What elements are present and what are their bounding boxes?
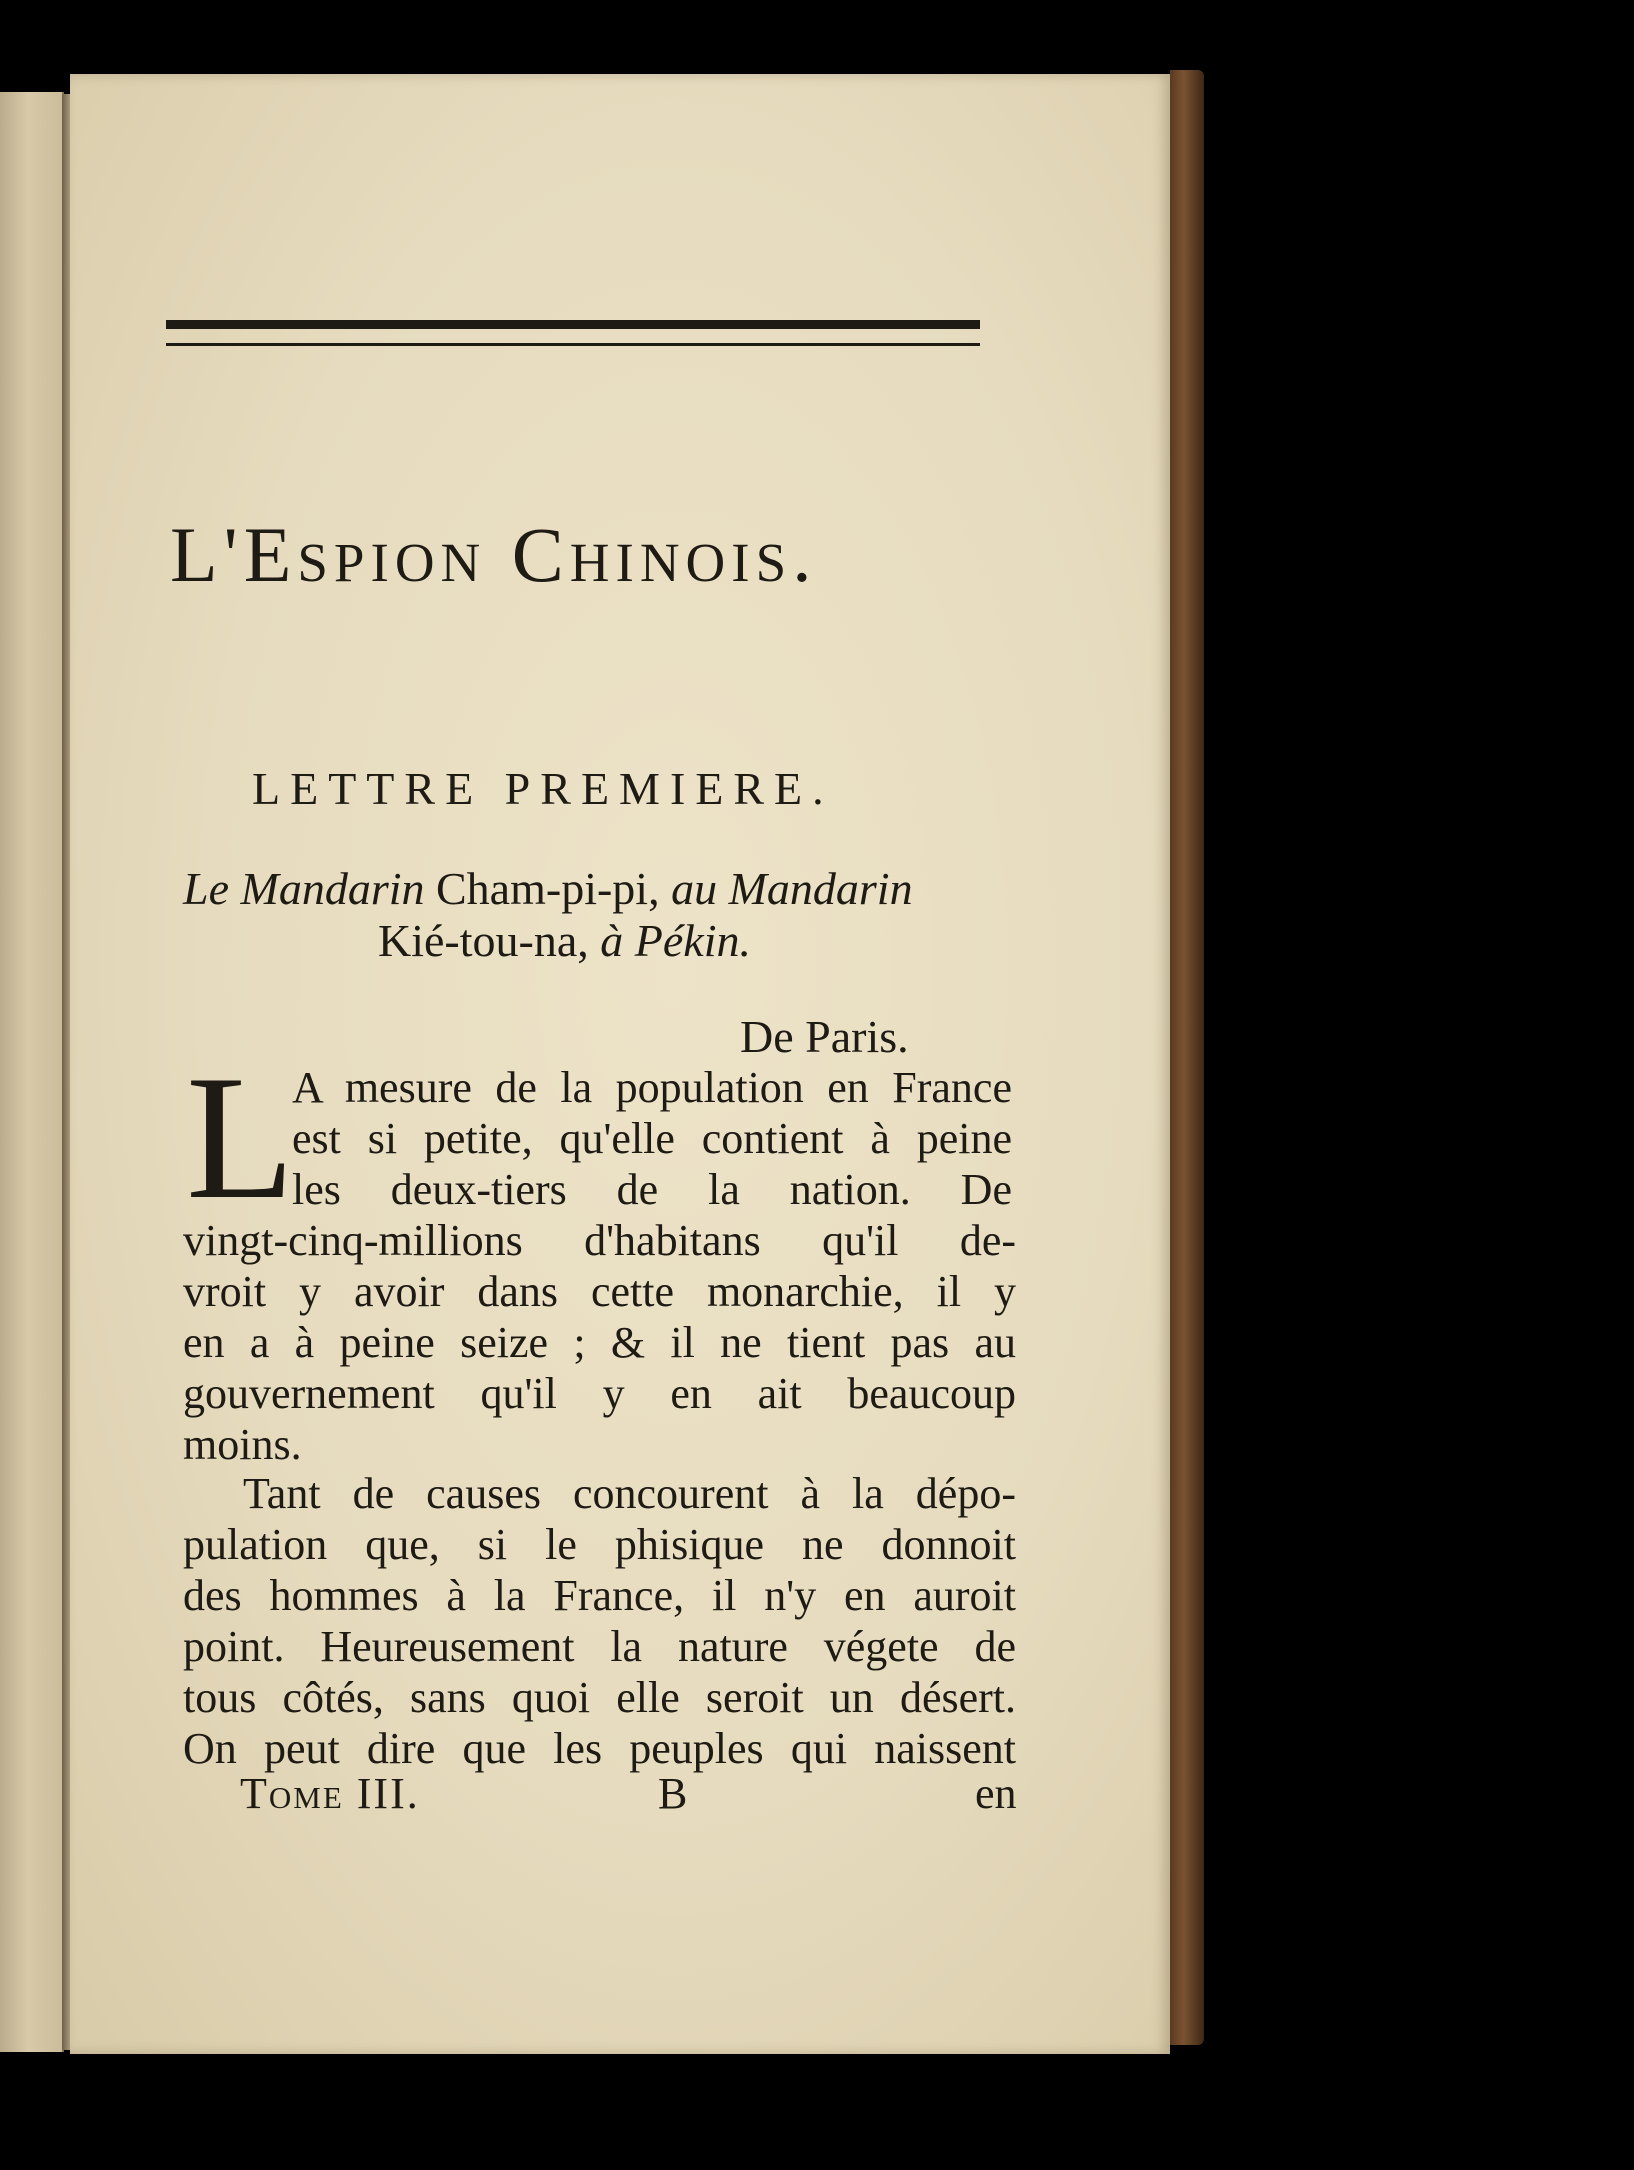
letter-place: De Paris. [740,1011,909,1062]
address-to-name: Kié-tou-na, [378,915,589,966]
signature-mark: B [658,1769,688,1818]
book-gutter [62,94,70,2050]
address-line-2 [378,914,751,967]
letter-heading: LETTRE PREMIERE. [252,763,834,814]
text-line: pulation que, si le phisique ne donnoit [183,1520,1016,1569]
text-line: est si petite, qu'elle contient à peine [292,1114,1012,1163]
text-line: des hommes à la France, il n'y en auroit [183,1571,1016,1620]
text-line: On peut dire que les peuples qui naissent [183,1724,1016,1773]
text-line: A mesure de la population en France [292,1063,1012,1112]
drop-cap: L [186,1038,295,1236]
text-line: gouvernement qu'il y en ait beaucoup [183,1369,1016,1418]
address-from-prefix: Le Mandarin [183,863,425,914]
header-rule-thin [166,343,980,346]
text-line: les deux-tiers de la nation. De [292,1165,1012,1214]
book-cover-edge [1170,70,1204,2045]
paragraph-1-dropcap-lines [292,1062,1012,1215]
address-to-prefix: au Mandarin [671,863,913,914]
catchword: en [975,1769,1017,1818]
text-line: point. Heureusement la nature végete de [183,1622,1016,1671]
book-title: L'Espion Chinois. [170,511,818,598]
text-line: vingt-cinq-millions d'habitans qu'il de- [183,1216,1016,1265]
text-line: tous côtés, sans quoi elle seroit un désert. [183,1673,1016,1722]
text-line: Tant de causes concourent à la dépo- [243,1469,1016,1518]
header-rule-thick [166,320,980,329]
address-to-place: à Pékin. [600,915,751,966]
volume-number: Tome III. [240,1769,420,1818]
paragraph-2 [183,1468,1016,1774]
facing-page-edge [0,92,64,2052]
paragraph-1 [183,1215,1016,1470]
address-from-name: Cham-pi-pi, [436,863,660,914]
text-line: en a à peine seize ; & il ne tient pas au [183,1318,1016,1367]
text-line: moins. [183,1420,302,1469]
address-line-1 [183,862,913,915]
text-line: vroit y avoir dans cette monarchie, il y [183,1267,1016,1316]
